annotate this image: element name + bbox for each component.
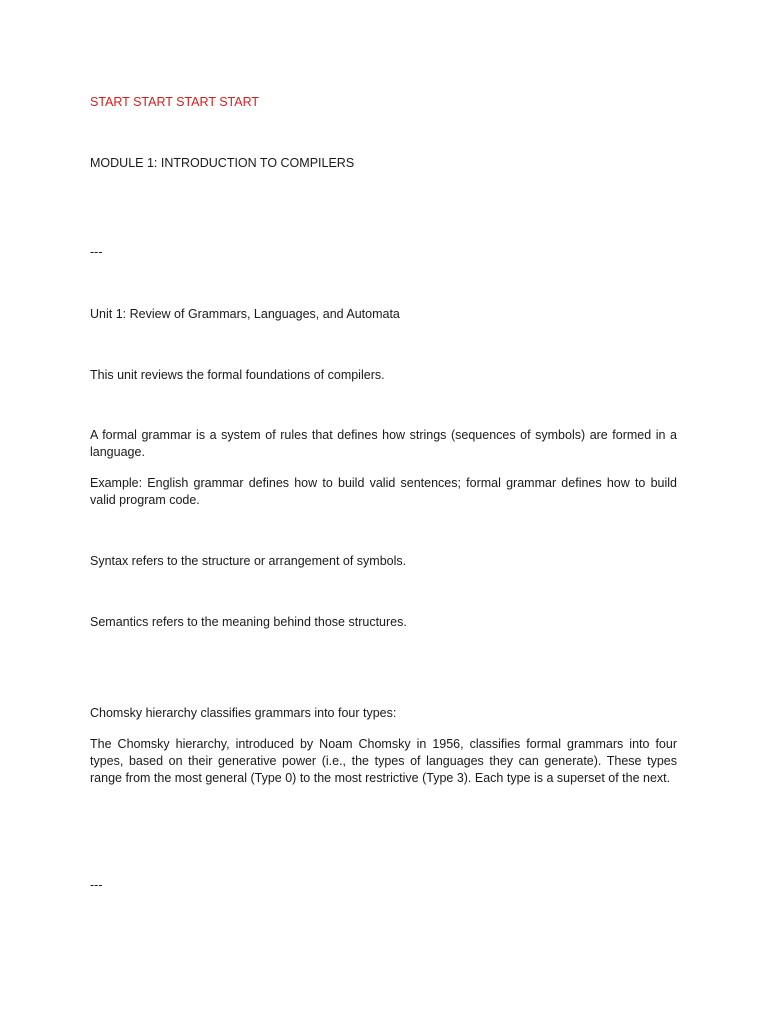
module-heading: MODULE 1: INTRODUCTION TO COMPILERS bbox=[90, 156, 355, 170]
start-marker: START START START START bbox=[90, 95, 260, 109]
separator-2: --- bbox=[90, 878, 103, 892]
semantics-definition: Semantics refers to the meaning behind those structures. bbox=[90, 615, 407, 629]
unit-heading: Unit 1: Review of Grammars, Languages, and Automata bbox=[90, 307, 400, 321]
formal-grammar-example: Example: English grammar defines how to build valid sentences; formal grammar defines how to build valid program code. bbox=[90, 476, 677, 507]
formal-grammar-definition: A formal grammar is a system of rules that defines how strings (sequences of symbols) are formed in a language. bbox=[90, 428, 677, 459]
intro-paragraph: This unit reviews the formal foundations of compilers. bbox=[90, 368, 385, 382]
chomsky-detail: The Chomsky hierarchy, introduced by Noam Chomsky in 1956, classifies formal grammars into four types, based on their generative power (i.e., the types of languages they can generate). These types range from the most general (Type 0) to the most restrictive (Type 3). Each type is a superset of the next. bbox=[90, 737, 677, 785]
chomsky-intro: Chomsky hierarchy classifies grammars into four types: bbox=[90, 706, 397, 720]
separator-1: --- bbox=[90, 245, 103, 259]
syntax-definition: Syntax refers to the structure or arrangement of symbols. bbox=[90, 554, 407, 568]
